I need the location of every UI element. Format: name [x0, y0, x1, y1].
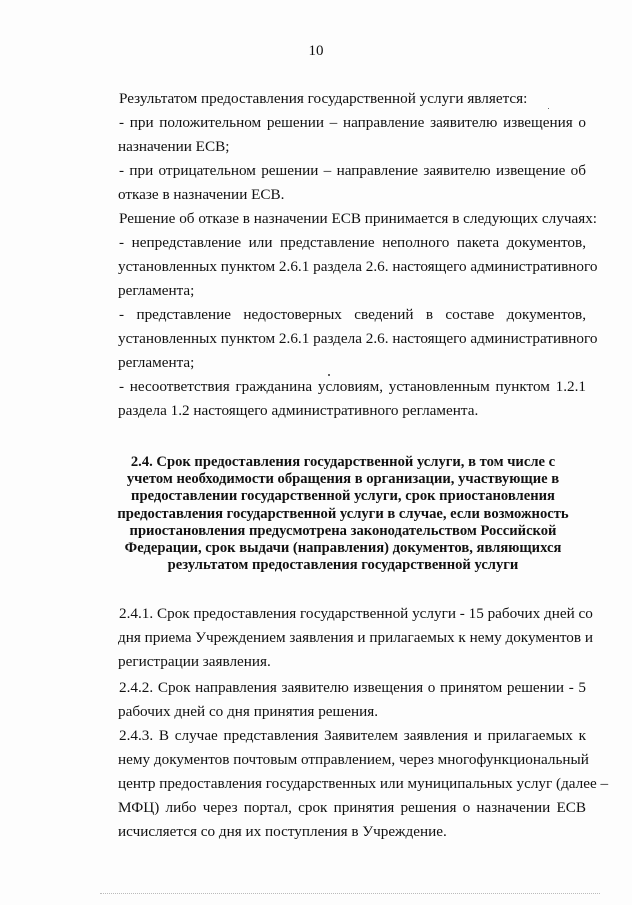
heading-line: 2.4. Срок предоставления государственной услуги, в том числе с [130, 454, 556, 470]
text-line: - несоответствия гражданина условиям, установленным пунктом 1.2.1 [119, 378, 586, 395]
text-line: Результатом предоставления государственной услуги является: [119, 90, 528, 107]
heading-line: предоставления государственной услуги в случае, если возможность [117, 505, 569, 522]
page-number: 10 [308, 43, 324, 59]
text-line: регламента; [118, 282, 195, 299]
text-line: 2.4.3. В случае представления Заявителем заявления и прилагаемых к [119, 727, 586, 744]
text-line: - представление недостоверных сведений в составе документов, [119, 306, 586, 323]
text-line: центр предоставления государственных или муниципальных услуг (далее – [118, 775, 609, 792]
text-line: Решение об отказе в назначении ЕСВ принимается в следующих случаях: [119, 210, 598, 227]
text-line: рабочих дней со дня принятия решения. [118, 703, 379, 720]
text-line: отказе в назначении ЕСВ. [118, 186, 285, 203]
scan-speck [328, 374, 330, 376]
text-line: раздела 1.2 настоящего административного регламента. [118, 402, 479, 419]
text-line: нему документов почтовым отправлением, через многофункциональный [118, 751, 589, 768]
text-line: дня приема Учреждением заявления и прилагаемых к нему документов и [118, 629, 593, 646]
text-line: - при отрицательном решении – направление заявителю извещение об [119, 162, 586, 179]
text-line: установленных пунктом 2.6.1 раздела 2.6. настоящего административного [118, 258, 598, 275]
text-line: регламента; [118, 354, 195, 371]
text-line: - при положительном решении – направление заявителю извещения о [119, 114, 586, 131]
heading-line: предоставлении государственной услуги, срок приостановления [131, 488, 555, 505]
text-line: назначении ЕСВ; [118, 138, 230, 155]
scan-edge [100, 893, 600, 895]
text-line: установленных пунктом 2.6.1 раздела 2.6. настоящего административного [118, 330, 598, 347]
text-line: МФЦ) либо через портал, срок принятия решения о назначении ЕСВ [118, 799, 586, 816]
section-heading [98, 454, 588, 574]
scan-speck [548, 108, 549, 109]
heading-line: приостановления предусмотрена законодательством Российской [129, 522, 557, 539]
heading-line: Федерации, срок выдачи (направления) документов, являющихся [124, 540, 562, 557]
text-line: 2.4.1. Срок предоставления государственной услуги - 15 рабочих дней со [119, 605, 593, 622]
text-line: - непредставление или представление неполного пакета документов, [119, 234, 586, 251]
heading-line: учетом необходимости обращения в организации, участвующие в [126, 471, 560, 488]
heading-line: результатом предоставления государственной услуги [167, 557, 519, 574]
text-line: регистрации заявления. [118, 653, 271, 670]
text-line: 2.4.2. Срок направления заявителю извещения о принятом решении - 5 [119, 679, 586, 696]
text-line: исчисляется со дня их поступления в Учреждение. [118, 823, 447, 840]
